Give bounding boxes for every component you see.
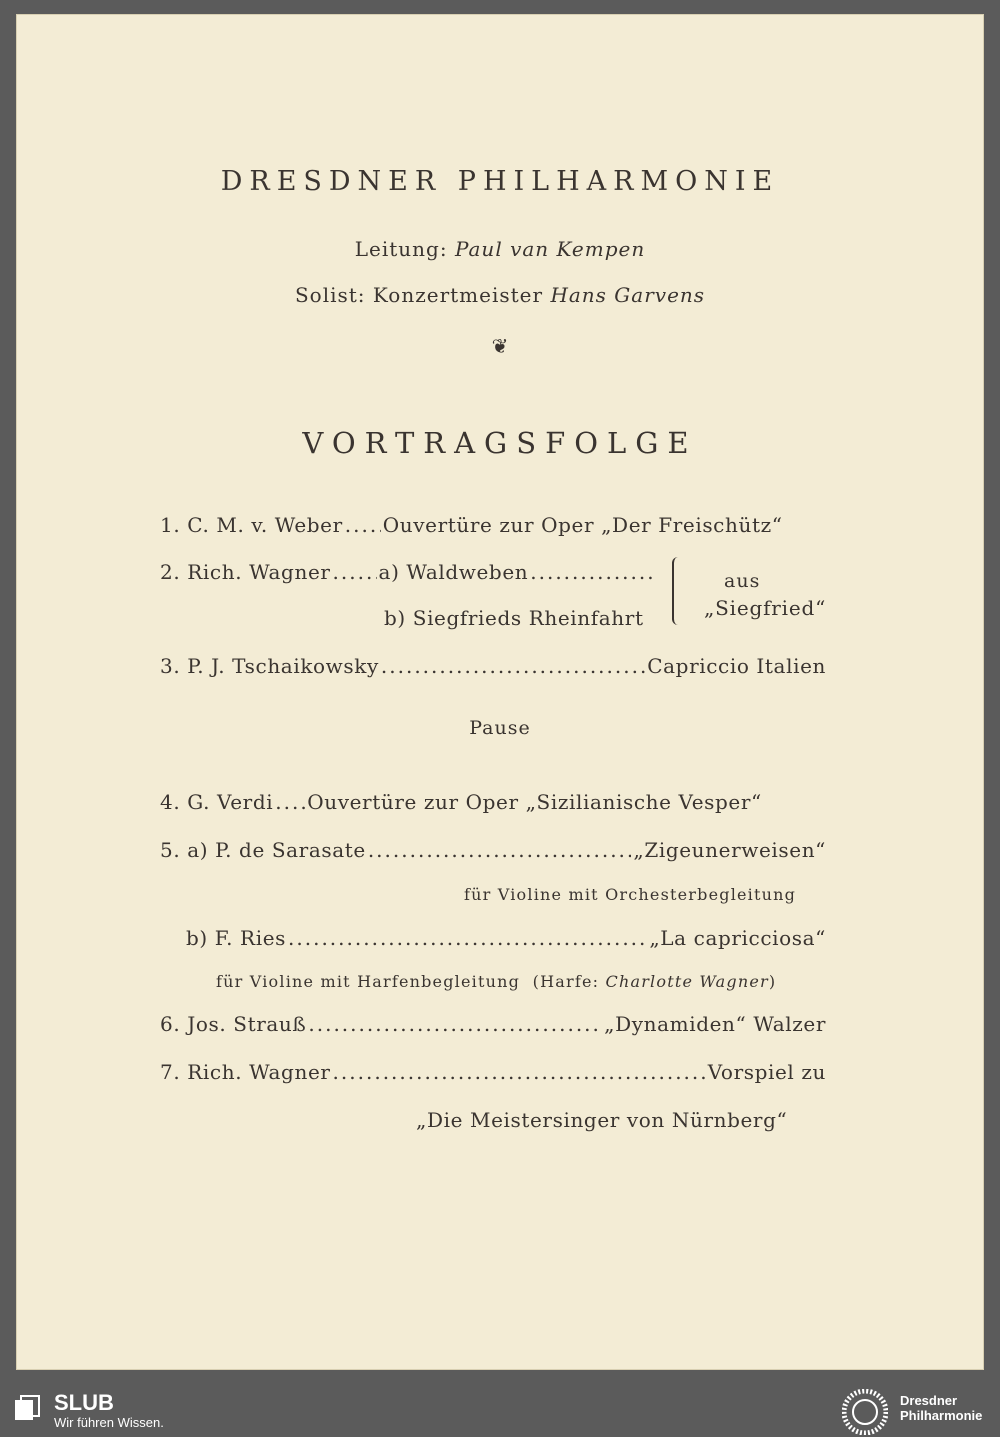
item-composer: Jos. Strauß	[187, 1012, 307, 1036]
item-work: Capriccio Italien	[647, 654, 826, 678]
item-work: Vorspiel zu	[707, 1060, 826, 1084]
program-item-3	[160, 654, 826, 678]
item-work: „Zigeunerweisen“	[633, 838, 826, 862]
program-item-2a	[160, 560, 656, 584]
intermission-label: Pause	[469, 717, 531, 739]
conductor-name: Paul van Kempen	[454, 237, 646, 261]
soloist-line	[16, 283, 984, 307]
leader-dots	[368, 838, 632, 862]
item-number: 4.	[160, 790, 181, 814]
leader-dots	[308, 1012, 602, 1036]
leader-dots	[275, 790, 305, 814]
program-sheet	[16, 14, 984, 1370]
item-composer: P. J. Tschaikowsky	[187, 654, 379, 678]
program-item-1	[160, 513, 826, 537]
item-work: „La capricciosa“	[649, 926, 826, 950]
item-composer: P. de Sarasate	[215, 838, 366, 862]
leader-dots	[530, 560, 654, 584]
slub-tagline: Wir führen Wissen.	[54, 1415, 164, 1430]
item-number: 6.	[160, 1012, 181, 1036]
program-item-4	[160, 790, 826, 814]
program-item-5a	[160, 838, 826, 862]
item-composer: F. Ries	[214, 926, 287, 950]
philharmonie-line1: Dresdner	[900, 1393, 958, 1408]
item-composer: C. M. v. Weber	[187, 513, 343, 537]
orchestra-title: DRESDNER PHILHARMONIE	[220, 166, 780, 197]
slub-logo-icon	[12, 1394, 42, 1424]
item-work: Ouvertüre zur Oper „Sizilianische Vesper“	[307, 790, 762, 814]
viewer-footer	[0, 1386, 1000, 1437]
item-7-work-title: „Die Meistersinger von Nürnberg“	[416, 1108, 788, 1132]
leader-dots	[333, 1060, 706, 1084]
item-number: 7.	[160, 1060, 181, 1084]
leader-dots	[333, 560, 377, 584]
conductor-line	[16, 237, 984, 261]
leader-dots	[288, 926, 647, 950]
philharmonie-line2: Philharmonie	[900, 1408, 983, 1423]
philharmonie-logo-text	[900, 1393, 982, 1423]
source-work: „Siegfried“	[704, 596, 827, 620]
soloist-label: Solist: Konzertmeister	[294, 283, 544, 307]
leaf-ornament-icon: ❦	[491, 334, 509, 358]
philharmonie-logo-icon	[842, 1389, 888, 1435]
item-5b-note	[216, 972, 776, 991]
item-work: „Dynamiden“ Walzer	[604, 1012, 826, 1036]
slub-logo-text: SLUB	[54, 1390, 114, 1415]
program-item-2b	[384, 606, 644, 630]
program-item-7	[160, 1060, 826, 1084]
item-composer: G. Verdi	[187, 790, 274, 814]
soloist-name: Hans Garvens	[550, 283, 706, 307]
item-work-b: b) Siegfrieds Rheinfahrt	[384, 606, 644, 630]
item-number: 2.	[160, 560, 181, 584]
conductor-label: Leitung:	[354, 237, 448, 261]
leader-dots	[345, 513, 381, 537]
item-number: b)	[186, 926, 208, 950]
leader-dots	[381, 654, 645, 678]
program-item-5b	[186, 926, 826, 950]
harp-close: )	[768, 972, 777, 991]
program-title: VORTRAGSFOLGE	[302, 426, 698, 460]
harp-label: (Harfe:	[532, 972, 600, 991]
item-number: 3.	[160, 654, 181, 678]
item-work: Ouvertüre zur Oper „Der Freischütz“	[382, 513, 783, 537]
item-number: 1.	[160, 513, 181, 537]
program-item-6	[160, 1012, 826, 1036]
source-prefix: aus	[724, 570, 761, 592]
harp-player: Charlotte Wagner	[605, 972, 769, 991]
curly-brace	[672, 557, 684, 625]
item-number: 5. a)	[160, 838, 209, 862]
item-5b-note-text: für Violine mit Harfenbegleitung	[216, 972, 521, 991]
item-5a-note: für Violine mit Orchesterbegleitung	[464, 885, 797, 904]
item-work-a: a) Waldweben	[378, 560, 529, 584]
item-composer: Rich. Wagner	[187, 560, 331, 584]
item-composer: Rich. Wagner	[187, 1060, 331, 1084]
